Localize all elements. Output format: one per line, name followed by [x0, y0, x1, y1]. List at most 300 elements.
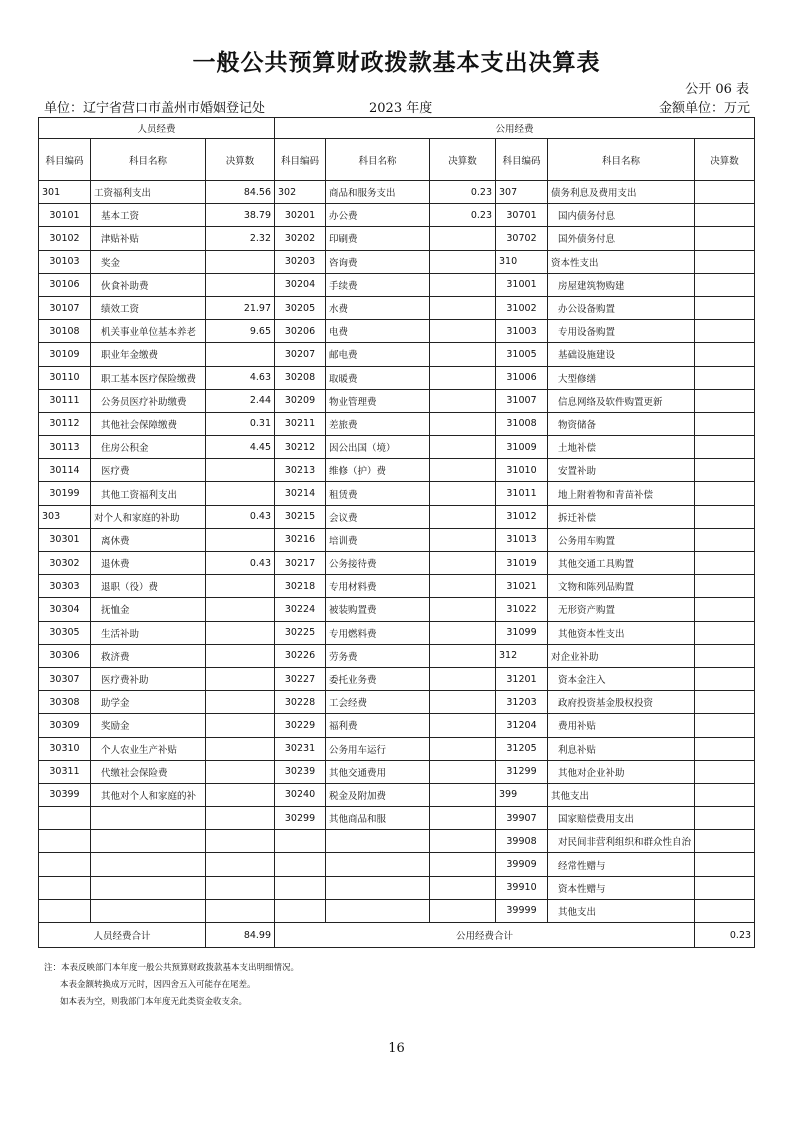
personnel-name-cell: 职工基本医疗保险缴费 [91, 366, 206, 389]
header-code: 科目编码 [496, 139, 548, 181]
table-row [39, 552, 755, 575]
public-amount-cell [695, 737, 755, 760]
table-row [39, 760, 755, 783]
public-code-cell: 30227 [275, 667, 326, 690]
personnel-amount-cell [206, 644, 275, 667]
public-code-cell [275, 899, 326, 922]
personnel-name-cell: 抚恤金 [91, 598, 206, 621]
personnel-code-cell [39, 853, 91, 876]
public-name-cell: 文物和陈列品购置 [548, 575, 695, 598]
header-amount: 决算数 [206, 139, 275, 181]
public-amount-cell [695, 644, 755, 667]
table-row [39, 505, 755, 528]
public-total-value: 0.23 [695, 923, 755, 948]
public-name-cell: 福利费 [326, 714, 430, 737]
header-amount: 决算数 [430, 139, 496, 181]
public-amount-cell [695, 552, 755, 575]
public-code-cell: 39910 [496, 876, 548, 899]
totals-row [39, 923, 755, 948]
personnel-amount-cell [206, 598, 275, 621]
fiscal-year: 2023 年度 [369, 101, 433, 116]
public-code-cell: 30240 [275, 783, 326, 806]
public-code-cell: 31003 [496, 320, 548, 343]
personnel-code-cell: 30110 [39, 366, 91, 389]
notes [44, 960, 299, 1011]
public-code-cell: 30214 [275, 482, 326, 505]
public-name-cell: 其他商品和服 [326, 807, 430, 830]
personnel-amount-cell [206, 760, 275, 783]
personnel-name-cell: 职业年金缴费 [91, 343, 206, 366]
personnel-name-cell: 基本工资 [91, 204, 206, 227]
public-amount-cell [430, 691, 496, 714]
personnel-name-cell: 救济费 [91, 644, 206, 667]
personnel-code-cell: 30310 [39, 737, 91, 760]
public-name-cell: 商品和服务支出 [326, 181, 430, 204]
public-code-cell: 39999 [496, 899, 548, 922]
personnel-name-cell: 伙食补助费 [91, 273, 206, 296]
public-code-cell: 30209 [275, 389, 326, 412]
public-name-cell: 资本性赠与 [548, 876, 695, 899]
personnel-code-cell: 30106 [39, 273, 91, 296]
table-row [39, 899, 755, 922]
table-row [39, 621, 755, 644]
personnel-amount-cell [206, 667, 275, 690]
public-code-cell: 31008 [496, 412, 548, 435]
personnel-name-cell: 津贴补贴 [91, 227, 206, 250]
personnel-code-cell: 30306 [39, 644, 91, 667]
public-amount-cell [430, 412, 496, 435]
personnel-name-cell [91, 876, 206, 899]
public-amount-cell [430, 320, 496, 343]
table-row [39, 737, 755, 760]
public-name-cell: 专用燃料费 [326, 621, 430, 644]
group-header-row [39, 118, 755, 139]
public-name-cell: 安置补助 [548, 459, 695, 482]
personnel-code-cell: 30114 [39, 459, 91, 482]
public-name-cell: 大型修缮 [548, 366, 695, 389]
personnel-amount-cell: 2.44 [206, 389, 275, 412]
unit-info-row [44, 97, 750, 116]
public-code-cell: 30202 [275, 227, 326, 250]
public-code-cell: 30204 [275, 273, 326, 296]
personnel-amount-cell [206, 343, 275, 366]
public-name-cell [326, 876, 430, 899]
public-name-cell: 维修（护）费 [326, 459, 430, 482]
public-amount-cell [430, 737, 496, 760]
personnel-name-cell: 奖励金 [91, 714, 206, 737]
public-name-cell: 物业管理费 [326, 389, 430, 412]
header-name: 科目名称 [548, 139, 695, 181]
personnel-name-cell [91, 807, 206, 830]
public-code-cell: 31002 [496, 296, 548, 319]
personnel-amount-cell [206, 714, 275, 737]
table-row [39, 644, 755, 667]
personnel-amount-cell [206, 528, 275, 551]
public-name-cell: 地上附着物和青苗补偿 [548, 482, 695, 505]
personnel-code-cell: 30103 [39, 250, 91, 273]
personnel-code-cell [39, 899, 91, 922]
public-total-label: 公用经费合计 [275, 923, 695, 948]
public-code-cell: 31204 [496, 714, 548, 737]
public-name-cell: 会议费 [326, 505, 430, 528]
public-code-cell: 39908 [496, 830, 548, 853]
public-name-cell: 拆迁补偿 [548, 505, 695, 528]
public-name-cell: 物资储备 [548, 412, 695, 435]
public-code-cell: 30211 [275, 412, 326, 435]
public-code-cell: 30215 [275, 505, 326, 528]
public-name-cell: 公务用车购置 [548, 528, 695, 551]
public-amount-cell [430, 667, 496, 690]
public-amount-cell [695, 296, 755, 319]
public-name-cell: 其他交通工具购置 [548, 552, 695, 575]
table-row [39, 366, 755, 389]
personnel-amount-cell: 9.65 [206, 320, 275, 343]
personnel-name-cell: 奖金 [91, 250, 206, 273]
personnel-code-cell: 30301 [39, 528, 91, 551]
public-code-cell: 312 [496, 644, 548, 667]
public-amount-cell [695, 320, 755, 343]
public-code-cell: 31019 [496, 552, 548, 575]
form-number: 公开 06 表 [685, 82, 749, 97]
header-amount: 决算数 [695, 139, 755, 181]
public-amount-cell [695, 227, 755, 250]
public-amount-cell [695, 459, 755, 482]
public-name-cell: 专用材料费 [326, 575, 430, 598]
public-amount-cell [695, 899, 755, 922]
personnel-code-cell: 30112 [39, 412, 91, 435]
public-name-cell: 因公出国（境） [326, 436, 430, 459]
public-code-cell: 30224 [275, 598, 326, 621]
public-name-cell: 公务用车运行 [326, 737, 430, 760]
public-code-cell: 31299 [496, 760, 548, 783]
personnel-total-value: 84.99 [206, 923, 275, 948]
table-row [39, 714, 755, 737]
public-name-cell: 国外债务付息 [548, 227, 695, 250]
personnel-amount-cell: 0.31 [206, 412, 275, 435]
public-amount-cell [430, 899, 496, 922]
table-row [39, 436, 755, 459]
public-amount-cell [430, 436, 496, 459]
public-name-cell [326, 899, 430, 922]
public-code-cell: 30218 [275, 575, 326, 598]
header-code: 科目编码 [39, 139, 91, 181]
public-name-cell: 其他对企业补助 [548, 760, 695, 783]
personnel-amount-cell: 0.43 [206, 505, 275, 528]
public-name-cell: 手续费 [326, 273, 430, 296]
public-amount-cell [695, 807, 755, 830]
public-name-cell: 资本性支出 [548, 250, 695, 273]
public-amount-cell [430, 575, 496, 598]
personnel-code-cell: 30107 [39, 296, 91, 319]
personnel-code-cell: 30108 [39, 320, 91, 343]
public-code-cell: 30203 [275, 250, 326, 273]
public-name-cell: 租赁费 [326, 482, 430, 505]
public-code-cell: 31001 [496, 273, 548, 296]
personnel-name-cell: 绩效工资 [91, 296, 206, 319]
public-amount-cell [430, 853, 496, 876]
public-amount-cell [430, 343, 496, 366]
public-code-cell: 30217 [275, 552, 326, 575]
note-line: 如本表为空，则我部门本年度无此类资金收支余。 [60, 997, 248, 1007]
public-name-cell: 债务利息及费用支出 [548, 181, 695, 204]
table-row [39, 250, 755, 273]
public-amount-cell [695, 204, 755, 227]
public-code-cell: 31006 [496, 366, 548, 389]
public-name-cell: 其他资本性支出 [548, 621, 695, 644]
public-code-cell: 30207 [275, 343, 326, 366]
personnel-name-cell: 机关事业单位基本养老 [91, 320, 206, 343]
public-amount-cell [695, 366, 755, 389]
personnel-amount-cell [206, 250, 275, 273]
personnel-code-cell: 30303 [39, 575, 91, 598]
public-code-cell: 30228 [275, 691, 326, 714]
public-name-cell: 无形资产购置 [548, 598, 695, 621]
public-code-cell: 302 [275, 181, 326, 204]
public-code-cell: 31021 [496, 575, 548, 598]
public-name-cell: 其他交通费用 [326, 760, 430, 783]
table-row [39, 853, 755, 876]
public-code-cell: 30701 [496, 204, 548, 227]
personnel-name-cell [91, 899, 206, 922]
note-line: 本表金额转换成万元时，因四舍五入可能存在尾差。 [60, 980, 256, 990]
public-code-cell: 31022 [496, 598, 548, 621]
public-code-cell: 31205 [496, 737, 548, 760]
public-amount-cell [695, 691, 755, 714]
personnel-amount-cell [206, 853, 275, 876]
public-amount-cell: 0.23 [430, 181, 496, 204]
table-row [39, 389, 755, 412]
group-public: 公用经费 [275, 118, 755, 139]
public-amount-cell [430, 459, 496, 482]
public-name-cell: 国家赔偿费用支出 [548, 807, 695, 830]
public-code-cell: 30225 [275, 621, 326, 644]
table-row [39, 343, 755, 366]
public-name-cell: 取暖费 [326, 366, 430, 389]
personnel-name-cell: 其他对个人和家庭的补 [91, 783, 206, 806]
personnel-code-cell: 303 [39, 505, 91, 528]
personnel-name-cell: 工资福利支出 [91, 181, 206, 204]
personnel-name-cell: 医疗费补助 [91, 667, 206, 690]
public-name-cell: 专用设备购置 [548, 320, 695, 343]
personnel-name-cell: 公务员医疗补助缴费 [91, 389, 206, 412]
public-code-cell: 31099 [496, 621, 548, 644]
public-code-cell: 30299 [275, 807, 326, 830]
public-code-cell [275, 876, 326, 899]
public-code-cell: 30208 [275, 366, 326, 389]
public-name-cell: 印刷费 [326, 227, 430, 250]
public-code-cell: 30229 [275, 714, 326, 737]
public-code-cell: 30212 [275, 436, 326, 459]
personnel-code-cell: 30109 [39, 343, 91, 366]
public-code-cell [275, 830, 326, 853]
public-amount-cell [695, 250, 755, 273]
header-name: 科目名称 [91, 139, 206, 181]
public-code-cell: 30213 [275, 459, 326, 482]
public-name-cell: 经常性赠与 [548, 853, 695, 876]
public-amount-cell [695, 830, 755, 853]
table-row [39, 807, 755, 830]
public-amount-cell [430, 644, 496, 667]
personnel-code-cell [39, 830, 91, 853]
personnel-code-cell: 30101 [39, 204, 91, 227]
public-amount-cell [430, 876, 496, 899]
table-row [39, 482, 755, 505]
public-amount-cell [430, 505, 496, 528]
public-amount-cell [695, 181, 755, 204]
public-amount-cell [430, 598, 496, 621]
table-row [39, 204, 755, 227]
public-name-cell: 基础设施建设 [548, 343, 695, 366]
header-name: 科目名称 [326, 139, 430, 181]
public-code-cell: 30231 [275, 737, 326, 760]
table-row [39, 273, 755, 296]
public-name-cell: 水费 [326, 296, 430, 319]
personnel-code-cell: 301 [39, 181, 91, 204]
personnel-amount-cell: 4.63 [206, 366, 275, 389]
personnel-code-cell: 30399 [39, 783, 91, 806]
personnel-code-cell [39, 807, 91, 830]
public-amount-cell [695, 783, 755, 806]
personnel-amount-cell [206, 482, 275, 505]
public-name-cell: 委托业务费 [326, 667, 430, 690]
personnel-name-cell [91, 830, 206, 853]
amount-unit: 金额单位：万元 [658, 101, 750, 116]
personnel-amount-cell [206, 807, 275, 830]
personnel-code-cell: 30311 [39, 760, 91, 783]
public-amount-cell [695, 412, 755, 435]
personnel-name-cell: 代缴社会保险费 [91, 760, 206, 783]
public-amount-cell [430, 528, 496, 551]
public-code-cell: 30205 [275, 296, 326, 319]
personnel-code-cell: 30307 [39, 667, 91, 690]
personnel-amount-cell [206, 783, 275, 806]
public-name-cell [326, 853, 430, 876]
personnel-amount-cell: 38.79 [206, 204, 275, 227]
table-row [39, 783, 755, 806]
public-amount-cell [430, 760, 496, 783]
personnel-code-cell [39, 876, 91, 899]
personnel-amount-cell [206, 459, 275, 482]
public-code-cell: 30239 [275, 760, 326, 783]
public-amount-cell [430, 783, 496, 806]
personnel-name-cell: 个人农业生产补贴 [91, 737, 206, 760]
table-row [39, 598, 755, 621]
expenditure-table [38, 117, 755, 948]
public-name-cell: 邮电费 [326, 343, 430, 366]
personnel-name-cell: 生活补助 [91, 621, 206, 644]
public-code-cell: 39907 [496, 807, 548, 830]
personnel-name-cell: 助学金 [91, 691, 206, 714]
public-name-cell: 房屋建筑物购建 [548, 273, 695, 296]
public-amount-cell [695, 575, 755, 598]
public-code-cell: 399 [496, 783, 548, 806]
public-name-cell: 资本金注入 [548, 667, 695, 690]
public-name-cell: 国内债务付息 [548, 204, 695, 227]
personnel-code-cell: 30309 [39, 714, 91, 737]
public-code-cell: 31203 [496, 691, 548, 714]
public-amount-cell [695, 853, 755, 876]
public-code-cell: 30226 [275, 644, 326, 667]
public-name-cell: 利息补贴 [548, 737, 695, 760]
public-name-cell: 公务接待费 [326, 552, 430, 575]
personnel-amount-cell: 4.45 [206, 436, 275, 459]
public-code-cell: 31010 [496, 459, 548, 482]
public-amount-cell [695, 389, 755, 412]
public-code-cell: 39909 [496, 853, 548, 876]
public-amount-cell [695, 876, 755, 899]
public-amount-cell: 0.23 [430, 204, 496, 227]
personnel-code-cell: 30111 [39, 389, 91, 412]
group-personnel: 人员经费 [39, 118, 275, 139]
table-row [39, 691, 755, 714]
public-name-cell: 土地补偿 [548, 436, 695, 459]
public-code-cell: 30206 [275, 320, 326, 343]
personnel-amount-cell [206, 830, 275, 853]
public-code-cell [275, 853, 326, 876]
public-name-cell: 对企业补助 [548, 644, 695, 667]
personnel-name-cell: 离休费 [91, 528, 206, 551]
personnel-code-cell: 30113 [39, 436, 91, 459]
public-amount-cell [430, 552, 496, 575]
personnel-amount-cell: 84.56 [206, 181, 275, 204]
public-name-cell: 差旅费 [326, 412, 430, 435]
personnel-name-cell: 其他社会保障缴费 [91, 412, 206, 435]
public-amount-cell [430, 273, 496, 296]
table-row [39, 667, 755, 690]
personnel-amount-cell [206, 621, 275, 644]
personnel-amount-cell: 2.32 [206, 227, 275, 250]
public-name-cell: 其他支出 [548, 899, 695, 922]
personnel-code-cell: 30102 [39, 227, 91, 250]
public-amount-cell [695, 273, 755, 296]
public-amount-cell [695, 598, 755, 621]
public-name-cell [326, 830, 430, 853]
personnel-name-cell: 医疗费 [91, 459, 206, 482]
column-header-row [39, 139, 755, 181]
public-name-cell: 被装购置费 [326, 598, 430, 621]
public-name-cell: 对民间非营利组织和群众性自治 [548, 830, 695, 853]
public-name-cell: 办公费 [326, 204, 430, 227]
personnel-code-cell: 30304 [39, 598, 91, 621]
public-name-cell: 劳务费 [326, 644, 430, 667]
public-code-cell: 31013 [496, 528, 548, 551]
public-code-cell: 307 [496, 181, 548, 204]
public-amount-cell [430, 621, 496, 644]
personnel-amount-cell [206, 899, 275, 922]
public-name-cell: 费用补贴 [548, 714, 695, 737]
personnel-name-cell: 住房公积金 [91, 436, 206, 459]
public-code-cell: 310 [496, 250, 548, 273]
page-title: 一般公共预算财政拨款基本支出决算表 [192, 49, 601, 76]
personnel-name-cell: 对个人和家庭的补助 [91, 505, 206, 528]
personnel-name-cell [91, 853, 206, 876]
personnel-amount-cell [206, 575, 275, 598]
public-amount-cell [695, 714, 755, 737]
personnel-amount-cell [206, 876, 275, 899]
public-code-cell: 31012 [496, 505, 548, 528]
personnel-code-cell: 30302 [39, 552, 91, 575]
table-row [39, 459, 755, 482]
public-amount-cell [695, 505, 755, 528]
public-amount-cell [430, 366, 496, 389]
public-amount-cell [430, 389, 496, 412]
table-row [39, 575, 755, 598]
public-amount-cell [430, 830, 496, 853]
personnel-name-cell: 退休费 [91, 552, 206, 575]
public-code-cell: 30702 [496, 227, 548, 250]
table-row [39, 412, 755, 435]
public-name-cell: 信息网络及软件购置更新 [548, 389, 695, 412]
